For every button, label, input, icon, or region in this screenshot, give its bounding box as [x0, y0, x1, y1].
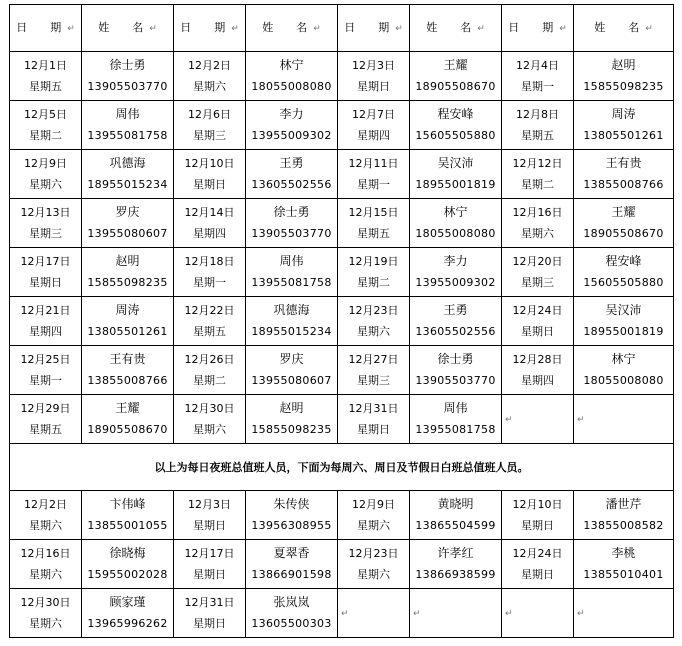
duty-weekday: 星期六 — [521, 227, 554, 240]
duty-weekday: 星期五 — [193, 325, 226, 338]
duty-person-name: 周伟 — [279, 254, 304, 268]
duty-weekday: 星期六 — [29, 568, 62, 581]
duty-phone: 15605505880 — [415, 129, 496, 142]
night-date-cell — [174, 395, 246, 444]
night-date-cell — [174, 297, 246, 346]
duty-weekday: 星期日 — [193, 519, 226, 532]
duty-phone: 13955081758 — [415, 423, 496, 436]
night-name-cell — [82, 150, 174, 199]
night-date-cell — [338, 199, 410, 248]
duty-weekday: 星期日 — [357, 423, 390, 436]
night-row — [10, 101, 674, 150]
day-row — [10, 540, 674, 589]
duty-person-name: 罗庆 — [279, 352, 304, 366]
night-name-cell — [574, 248, 674, 297]
duty-person-name: 王耀 — [443, 58, 468, 72]
night-name-cell — [246, 150, 338, 199]
night-date-cell — [338, 150, 410, 199]
duty-person-name: 张岚岚 — [273, 595, 310, 609]
duty-person-name: 许孝红 — [437, 546, 474, 560]
night-date-cell — [338, 101, 410, 150]
duty-person-name: 程安峰 — [437, 107, 474, 121]
day-name-cell — [82, 491, 174, 540]
night-date-cell — [174, 248, 246, 297]
duty-phone: 15855098235 — [87, 276, 168, 289]
duty-person-name: 周伟 — [115, 107, 140, 121]
duty-weekday: 星期日 — [521, 568, 554, 581]
night-name-cell — [410, 248, 502, 297]
duty-weekday: 星期六 — [357, 325, 390, 338]
duty-date: 12月6日 — [188, 108, 231, 121]
duty-person-name: 巩德海 — [273, 303, 310, 317]
night-date-cell — [338, 248, 410, 297]
paragraph-mark: ↵ — [413, 608, 421, 619]
duty-date: 12月26日 — [184, 353, 235, 366]
duty-weekday: 星期日 — [29, 276, 62, 289]
duty-weekday: 星期三 — [521, 276, 554, 289]
duty-person-name: 王勇 — [443, 303, 468, 317]
night-date-cell — [502, 199, 574, 248]
duty-phone: 18955001819 — [583, 325, 664, 338]
duty-date: 12月9日 — [24, 157, 67, 170]
day-date-cell — [174, 540, 246, 589]
header-date-1: 日 期↵ — [10, 5, 82, 52]
duty-date: 12月25日 — [20, 353, 71, 366]
night-name-cell — [574, 199, 674, 248]
night-date-cell — [174, 150, 246, 199]
duty-weekday: 星期三 — [29, 227, 62, 240]
night-row — [10, 199, 674, 248]
night-date-cell — [502, 395, 574, 444]
duty-weekday: 星期日 — [193, 178, 226, 191]
duty-date: 12月22日 — [184, 304, 235, 317]
duty-phone: 18955015234 — [87, 178, 168, 191]
duty-phone: 18905508670 — [87, 423, 168, 436]
duty-phone: 15855098235 — [583, 80, 664, 93]
duty-date: 12月31日 — [348, 402, 399, 415]
day-name-cell — [82, 540, 174, 589]
duty-person-name: 林宁 — [443, 205, 468, 219]
duty-date: 12月23日 — [348, 547, 399, 560]
duty-person-name: 林宁 — [279, 58, 304, 72]
duty-weekday: 星期六 — [193, 423, 226, 436]
night-name-cell — [574, 101, 674, 150]
night-date-cell — [10, 101, 82, 150]
paragraph-mark: ↵ — [505, 414, 513, 425]
night-name-cell — [82, 52, 174, 101]
paragraph-mark: ↵ — [577, 608, 585, 619]
duty-phone: 18905508670 — [415, 80, 496, 93]
duty-weekday: 星期日 — [521, 325, 554, 338]
duty-weekday: 星期二 — [193, 374, 226, 387]
duty-weekday: 星期日 — [357, 80, 390, 93]
duty-weekday: 星期一 — [521, 80, 554, 93]
duty-weekday: 星期二 — [357, 276, 390, 289]
night-name-cell — [82, 248, 174, 297]
duty-phone: 13865504599 — [415, 519, 496, 532]
night-name-cell — [246, 52, 338, 101]
duty-weekday: 星期一 — [29, 374, 62, 387]
duty-person-name: 李桃 — [611, 546, 636, 560]
duty-date: 12月8日 — [516, 108, 559, 121]
duty-phone: 13965996262 — [87, 617, 168, 630]
night-name-cell — [82, 346, 174, 395]
duty-phone: 13905503770 — [415, 374, 496, 387]
night-name-cell — [574, 346, 674, 395]
night-row — [10, 395, 674, 444]
night-name-cell — [246, 199, 338, 248]
duty-phone: 13605502556 — [415, 325, 496, 338]
night-name-cell — [82, 297, 174, 346]
duty-person-name: 徐士勇 — [273, 205, 310, 219]
duty-phone: 13855008582 — [583, 519, 664, 532]
duty-roster-table — [9, 4, 674, 638]
duty-person-name: 徐士勇 — [437, 352, 474, 366]
duty-weekday: 星期四 — [521, 374, 554, 387]
duty-date: 12月29日 — [20, 402, 71, 415]
duty-date: 12月3日 — [188, 498, 231, 511]
duty-person-name: 吴汉沛 — [437, 156, 474, 170]
night-date-cell — [10, 346, 82, 395]
duty-date: 12月24日 — [512, 547, 563, 560]
duty-date: 12月16日 — [20, 547, 71, 560]
duty-weekday: 星期日 — [193, 568, 226, 581]
day-date-cell — [10, 491, 82, 540]
night-row — [10, 248, 674, 297]
night-name-cell — [574, 395, 674, 444]
duty-date: 12月30日 — [20, 596, 71, 609]
night-date-cell — [10, 150, 82, 199]
header-date-3: 日 期↵ — [338, 5, 410, 52]
day-date-cell — [338, 589, 410, 638]
duty-person-name: 夏翠香 — [273, 546, 310, 560]
night-date-cell — [10, 199, 82, 248]
duty-person-name: 巩德海 — [109, 156, 146, 170]
duty-phone: 13955009302 — [415, 276, 496, 289]
day-name-cell — [246, 540, 338, 589]
duty-phone: 13955081758 — [251, 276, 332, 289]
duty-phone: 13905503770 — [87, 80, 168, 93]
note-row — [10, 444, 674, 491]
night-name-cell — [246, 101, 338, 150]
duty-date: 12月3日 — [352, 59, 395, 72]
duty-weekday: 星期一 — [193, 276, 226, 289]
duty-weekday: 星期二 — [521, 178, 554, 191]
header-name-4: 姓 名↵ — [574, 5, 674, 52]
day-date-cell — [174, 491, 246, 540]
duty-weekday: 星期六 — [357, 519, 390, 532]
night-date-cell — [10, 395, 82, 444]
duty-person-name: 徐晓梅 — [109, 546, 146, 560]
night-date-cell — [338, 52, 410, 101]
day-name-cell — [410, 491, 502, 540]
duty-phone: 18905508670 — [583, 227, 664, 240]
night-name-cell — [574, 150, 674, 199]
night-date-cell — [10, 248, 82, 297]
night-name-cell — [410, 297, 502, 346]
duty-date: 12月17日 — [20, 255, 71, 268]
duty-date: 12月14日 — [184, 206, 235, 219]
day-date-cell — [10, 540, 82, 589]
day-date-cell — [10, 589, 82, 638]
duty-phone: 15855098235 — [251, 423, 332, 436]
duty-phone: 13866901598 — [251, 568, 332, 581]
duty-weekday: 星期六 — [29, 617, 62, 630]
duty-person-name: 李力 — [279, 107, 304, 121]
duty-weekday: 星期一 — [357, 178, 390, 191]
day-name-cell — [410, 540, 502, 589]
duty-phone: 13955080607 — [87, 227, 168, 240]
night-name-cell — [410, 52, 502, 101]
night-date-cell — [10, 52, 82, 101]
duty-phone: 13855001055 — [87, 519, 168, 532]
duty-date: 12月2日 — [188, 59, 231, 72]
night-row — [10, 346, 674, 395]
night-name-cell — [410, 395, 502, 444]
duty-date: 12月9日 — [352, 498, 395, 511]
duty-date: 12月15日 — [348, 206, 399, 219]
duty-phone: 13866938599 — [415, 568, 496, 581]
day-date-cell — [338, 540, 410, 589]
night-date-cell — [174, 52, 246, 101]
night-row — [10, 297, 674, 346]
duty-weekday: 星期日 — [521, 519, 554, 532]
night-date-cell — [502, 101, 574, 150]
duty-person-name: 徐士勇 — [109, 58, 146, 72]
duty-person-name: 潘世芹 — [605, 497, 642, 511]
night-date-cell — [502, 297, 574, 346]
duty-phone: 13955009302 — [251, 129, 332, 142]
duty-weekday: 星期四 — [193, 227, 226, 240]
duty-phone: 13955081758 — [87, 129, 168, 142]
paragraph-mark: ↵ — [505, 608, 513, 619]
duty-date: 12月7日 — [352, 108, 395, 121]
duty-weekday: 星期五 — [357, 227, 390, 240]
duty-date: 12月5日 — [24, 108, 67, 121]
night-name-cell — [410, 346, 502, 395]
duty-weekday: 星期四 — [357, 129, 390, 142]
night-date-cell — [174, 346, 246, 395]
night-name-cell — [574, 297, 674, 346]
night-date-cell — [338, 346, 410, 395]
duty-person-name: 赵明 — [115, 254, 140, 268]
duty-phone: 13605502556 — [251, 178, 332, 191]
night-name-cell — [246, 248, 338, 297]
day-date-cell — [338, 491, 410, 540]
duty-date: 12月18日 — [184, 255, 235, 268]
night-date-cell — [502, 346, 574, 395]
duty-weekday: 星期三 — [193, 129, 226, 142]
duty-date: 12月27日 — [348, 353, 399, 366]
duty-person-name: 周涛 — [611, 107, 636, 121]
duty-phone: 18055008080 — [415, 227, 496, 240]
duty-weekday: 星期六 — [29, 178, 62, 191]
duty-weekday: 星期日 — [193, 617, 226, 630]
night-date-cell — [10, 297, 82, 346]
day-name-cell — [246, 589, 338, 638]
day-row — [10, 589, 674, 638]
duty-weekday: 星期五 — [29, 423, 62, 436]
day-name-cell — [574, 540, 674, 589]
duty-date: 12月16日 — [512, 206, 563, 219]
duty-date: 12月10日 — [512, 498, 563, 511]
duty-date: 12月24日 — [512, 304, 563, 317]
night-date-cell — [502, 150, 574, 199]
duty-weekday: 星期三 — [357, 374, 390, 387]
night-name-cell — [246, 297, 338, 346]
duty-phone: 18955015234 — [251, 325, 332, 338]
duty-weekday: 星期四 — [29, 325, 62, 338]
night-date-cell — [502, 52, 574, 101]
header-date-4: 日 期↵ — [502, 5, 574, 52]
day-date-cell — [502, 540, 574, 589]
night-date-cell — [338, 395, 410, 444]
duty-phone: 18055008080 — [251, 80, 332, 93]
duty-person-name: 王勇 — [279, 156, 304, 170]
duty-date: 12月30日 — [184, 402, 235, 415]
night-date-cell — [174, 199, 246, 248]
day-date-cell — [502, 589, 574, 638]
duty-person-name: 吴汉沛 — [605, 303, 642, 317]
duty-person-name: 顾家瑾 — [109, 595, 146, 609]
duty-date: 12月23日 — [348, 304, 399, 317]
night-row — [10, 150, 674, 199]
duty-weekday: 星期五 — [29, 80, 62, 93]
duty-person-name: 黄晓明 — [437, 497, 474, 511]
duty-phone: 13805501261 — [87, 325, 168, 338]
header-date-2: 日 期↵ — [174, 5, 246, 52]
duty-date: 12月21日 — [20, 304, 71, 317]
night-name-cell — [410, 199, 502, 248]
night-name-cell — [246, 346, 338, 395]
day-name-cell — [82, 589, 174, 638]
duty-person-name: 王耀 — [611, 205, 636, 219]
paragraph-mark: ↵ — [577, 414, 585, 425]
duty-weekday: 星期二 — [29, 129, 62, 142]
duty-person-name: 王耀 — [115, 401, 140, 415]
day-date-cell — [502, 491, 574, 540]
day-name-cell — [246, 491, 338, 540]
day-name-cell — [410, 589, 502, 638]
day-row — [10, 491, 674, 540]
duty-date: 12月17日 — [184, 547, 235, 560]
night-name-cell — [574, 52, 674, 101]
duty-phone: 18055008080 — [583, 374, 664, 387]
duty-date: 12月2日 — [24, 498, 67, 511]
duty-weekday: 星期六 — [357, 568, 390, 581]
duty-phone: 18955001819 — [415, 178, 496, 191]
duty-date: 12月13日 — [20, 206, 71, 219]
duty-date: 12月1日 — [24, 59, 67, 72]
duty-phone: 13605500303 — [251, 617, 332, 630]
duty-person-name: 朱传侠 — [273, 497, 310, 511]
paragraph-mark: ↵ — [341, 608, 349, 619]
note-text: 以上为每日夜班总值班人员，下面为每周六、周日及节假日白班总值班人员。 — [10, 444, 674, 491]
duty-person-name: 林宁 — [611, 352, 636, 366]
header-name-3: 姓 名↵ — [410, 5, 502, 52]
duty-person-name: 赵明 — [279, 401, 304, 415]
duty-weekday: 星期五 — [521, 129, 554, 142]
night-name-cell — [410, 150, 502, 199]
duty-person-name: 卞伟峰 — [109, 497, 146, 511]
duty-phone: 15955002028 — [87, 568, 168, 581]
night-name-cell — [246, 395, 338, 444]
duty-date: 12月11日 — [348, 157, 399, 170]
duty-weekday: 星期六 — [193, 80, 226, 93]
header-name-1: 姓 名↵ — [82, 5, 174, 52]
duty-person-name: 罗庆 — [115, 205, 140, 219]
duty-date: 12月12日 — [512, 157, 563, 170]
night-name-cell — [82, 199, 174, 248]
duty-date: 12月31日 — [184, 596, 235, 609]
duty-person-name: 程安峰 — [605, 254, 642, 268]
night-name-cell — [410, 101, 502, 150]
duty-date: 12月19日 — [348, 255, 399, 268]
duty-phone: 13905503770 — [251, 227, 332, 240]
duty-person-name: 王有贵 — [109, 352, 146, 366]
duty-person-name: 李力 — [443, 254, 468, 268]
day-name-cell — [574, 589, 674, 638]
duty-weekday: 星期六 — [29, 519, 62, 532]
header-name-2: 姓 名↵ — [246, 5, 338, 52]
duty-date: 12月28日 — [512, 353, 563, 366]
day-date-cell — [174, 589, 246, 638]
night-name-cell — [82, 395, 174, 444]
duty-phone: 15605505880 — [583, 276, 664, 289]
duty-phone: 13805501261 — [583, 129, 664, 142]
day-name-cell — [574, 491, 674, 540]
duty-date: 12月20日 — [512, 255, 563, 268]
night-date-cell — [338, 297, 410, 346]
night-name-cell — [82, 101, 174, 150]
duty-phone: 13855010401 — [583, 568, 664, 581]
duty-phone: 13955080607 — [251, 374, 332, 387]
duty-phone: 13956308955 — [251, 519, 332, 532]
duty-phone: 13855008766 — [87, 374, 168, 387]
duty-person-name: 周涛 — [115, 303, 140, 317]
duty-date: 12月4日 — [516, 59, 559, 72]
header-row — [10, 5, 674, 52]
duty-date: 12月10日 — [184, 157, 235, 170]
duty-person-name: 赵明 — [611, 58, 636, 72]
duty-person-name: 王有贵 — [605, 156, 642, 170]
night-row — [10, 52, 674, 101]
night-date-cell — [502, 248, 574, 297]
night-date-cell — [174, 101, 246, 150]
duty-phone: 13855008766 — [583, 178, 664, 191]
duty-person-name: 周伟 — [443, 401, 468, 415]
